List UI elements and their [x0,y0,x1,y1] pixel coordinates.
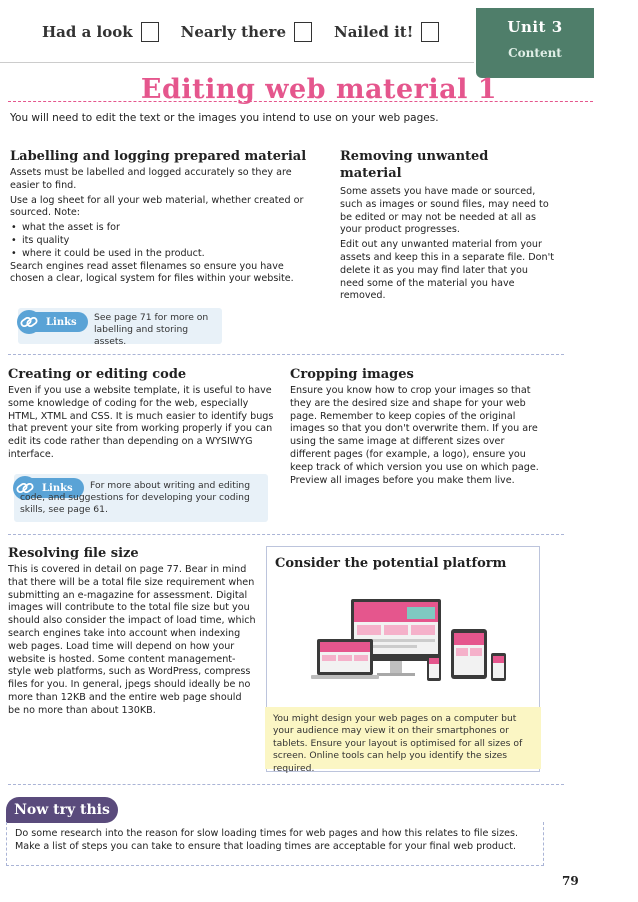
resolving-section [8,545,256,720]
checkbox[interactable] [141,22,159,42]
paragraph: Even if you use a website template, it is useful to have some knowledge of coding for the web, especially HTML, XTML and CSS. It is much easier to identify bugs that prevent your site from working properly if you can edit its code rather than depending on a WYSIWYG interface. [8,385,274,460]
links-label: Links [46,316,77,328]
activity-text: Do some research into the reason for slow loading times for web pages and how this relates to file sizes. Make a list of steps you can take to ensure that loading times are acceptable for your final web product. [15,828,519,852]
paragraph: Edit out any unwanted material from your assets and keep this in a separate file. Don't delete it as you may find later that you need some of the material you have removed. [340,239,554,302]
unit-tab [476,8,594,78]
unit-section-label: Content [508,46,562,60]
paragraph: This is covered in detail on page 77. Bear in mind that there will be a total file size requirement when submitting an e-magazine for assessment. Digital images will contribute to the total file size but you should also consider the impact of load time, which search engines take into account when indexing web pages. Load time will depend on how your website is hosted. Some content management-style web platforms, such as WordPress, compress files for you. In general, jpegs should ideally be no more than 12KB and the entire web page should be no more than about 130KB. [8,564,256,716]
divider [8,354,564,355]
creating-section [8,366,276,464]
paragraph: Search engines read asset filenames so ensure you have chosen a clear, logical system for files within your website. [10,260,294,285]
section-heading: Labelling and logging prepared material [10,149,307,164]
labelling-section [10,148,318,288]
links-label: Links [42,482,73,494]
removing-section [340,148,554,305]
checkbox[interactable] [294,22,312,42]
now-try-this-box [6,822,544,866]
title-underline [8,101,593,102]
tracker-label: Nearly there [180,23,286,41]
divider [0,62,474,63]
divider [8,784,564,785]
section-heading: Removing unwanted material [340,149,489,181]
tracker-label: Nailed it! [334,23,414,41]
section-heading: Cropping images [290,367,414,382]
consider-platform-box [266,546,540,772]
links-callout[interactable] [18,308,222,347]
bullet-list [10,222,318,260]
chain-link-icon [16,309,42,335]
checkbox[interactable] [421,22,439,42]
paragraph: Assets must be labelled and logged accurately so they are easier to find. [10,167,292,191]
links-text: See page 71 for more on labelling and storing assets. [94,312,209,347]
page-number: 79 [562,874,579,888]
links-callout[interactable] [14,474,268,522]
section-heading: Resolving file size [8,546,139,561]
list-item: • what the asset is for [10,222,318,235]
responsive-devices-illustration [307,595,507,693]
paragraph: Some assets you have made or sourced, such as images or sound files, may need to be edited or may not be needed at all as your product progresses. [340,186,549,236]
unit-label: Unit 3 [507,18,563,36]
list-item: • its quality [10,235,318,248]
sticky-note: You might design your web pages on a computer but your audience may view it on their smartphones or tablets. Ensure your layout is optimised for all sizes of screen. Online tools can help you identify the sizes required. [265,707,541,769]
tracker-label: Had a look [42,23,133,41]
page-title: Editing web material 1 [140,74,498,105]
tracker-nailed-it[interactable] [334,22,439,42]
links-text: For more about writing and editing code, and suggestions for developing your coding skills, see page 61. [20,480,251,515]
divider [8,534,564,535]
list-item: • where it could be used in the product. [10,248,318,261]
links-badge [18,312,88,332]
section-heading: Creating or editing code [8,367,187,382]
now-try-this-badge: Now try this [6,797,118,823]
section-heading: Consider the potential platform [275,556,507,571]
tracker-had-a-look[interactable] [42,22,159,42]
intro-text: You will need to edit the text or the images you intend to use on your web pages. [10,112,439,124]
tracker-nearly-there[interactable] [181,22,312,42]
cropping-section [290,366,548,489]
progress-tracker [42,22,439,42]
paragraph: Ensure you know how to crop your images so that they are the desired size and shape for your web page. Remember to keep copies of the original images so that you don't overwrite them. If you are using the same image at different sizes over different pages (for example, a logo), ensure you keep track of which version you use on which page. Preview all images before you make them live. [290,385,539,486]
paragraph: Use a log sheet for all your web material, whether created or sourced. Note: [10,194,304,219]
